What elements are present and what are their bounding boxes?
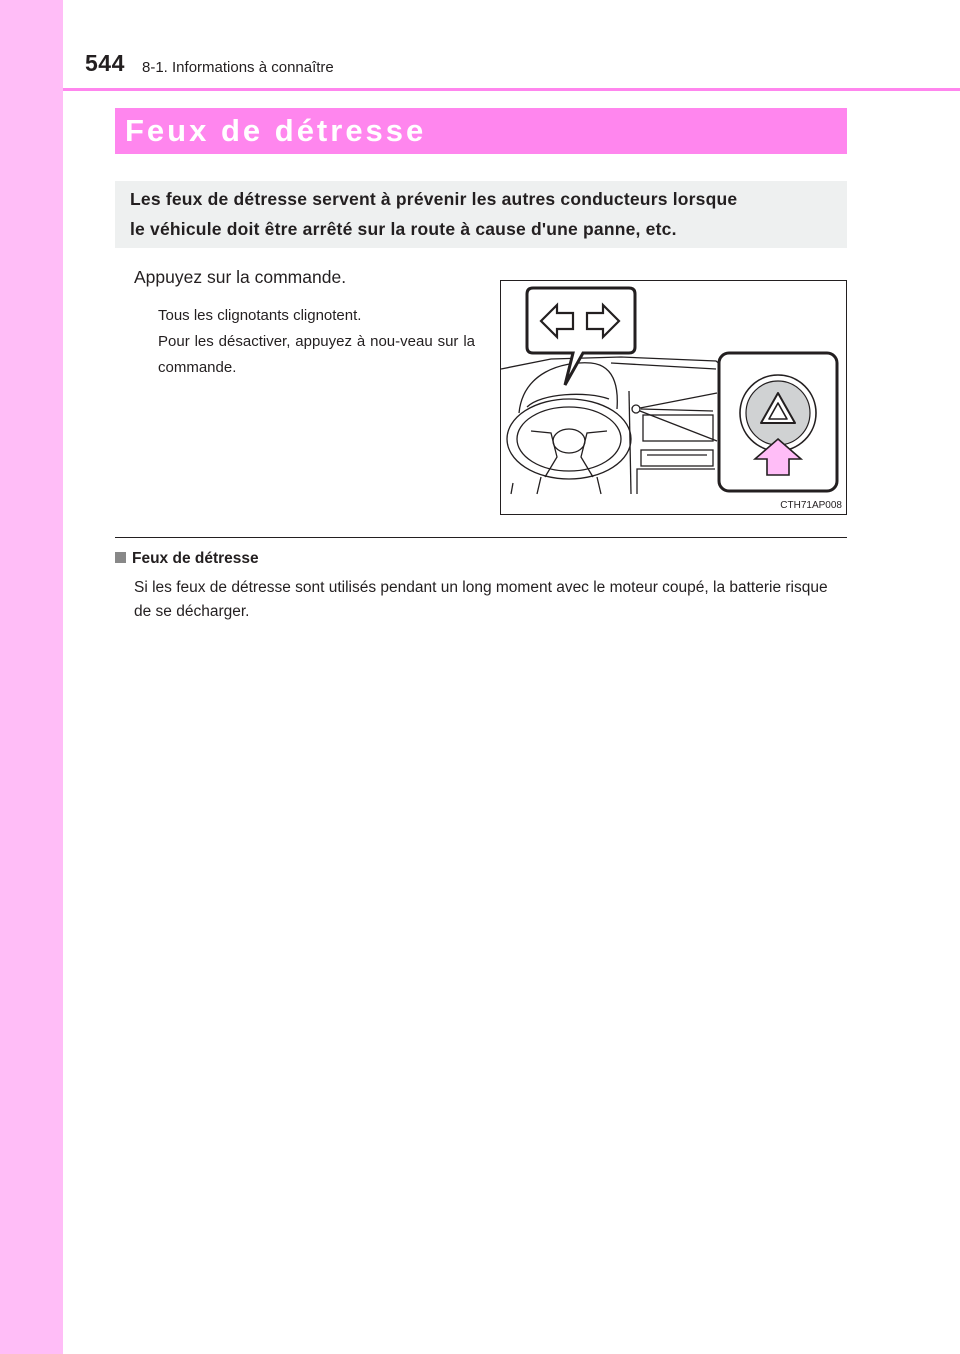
dashboard-illustration: [500, 280, 847, 515]
intro-line-2: le véhicule doit être arrêté sur la route à cause d'une panne, etc.: [130, 219, 677, 239]
page-title: Feux de détresse: [125, 113, 427, 148]
hazard-switch-inset: [719, 353, 837, 491]
dashboard-drawing: [501, 281, 846, 514]
intro-line-1: Les feux de détresse servent à prévenir les autres conducteurs lorsque: [130, 189, 738, 209]
title-bar: [115, 108, 847, 154]
result-line-2: Pour les désactiver, appuyez à nou-veau sur la commande.: [158, 333, 475, 376]
figure-code: CTH71AP008: [780, 500, 842, 511]
header-rule: [63, 88, 960, 91]
note-heading-text: Feux de détresse: [132, 550, 259, 567]
result-line-1: Tous les clignotants clignotent.: [158, 307, 362, 324]
square-bullet-icon: [115, 552, 126, 563]
section-heading: 8-1. Informations à connaître: [142, 59, 334, 76]
page-number: 544: [85, 50, 125, 76]
note-body: Si les feux de détresse sont utilisés pendant un long moment avec le moteur coupé, la batterie risque de se décharger.: [134, 579, 828, 620]
instruction-text: Appuyez sur la commande.: [134, 267, 347, 287]
side-color-band: [0, 0, 63, 1354]
note-heading: [115, 550, 259, 568]
section-divider: [115, 537, 847, 538]
intro-box: [115, 181, 847, 248]
result-text: [158, 303, 475, 381]
turn-signal-arrows-icon: [527, 288, 635, 385]
